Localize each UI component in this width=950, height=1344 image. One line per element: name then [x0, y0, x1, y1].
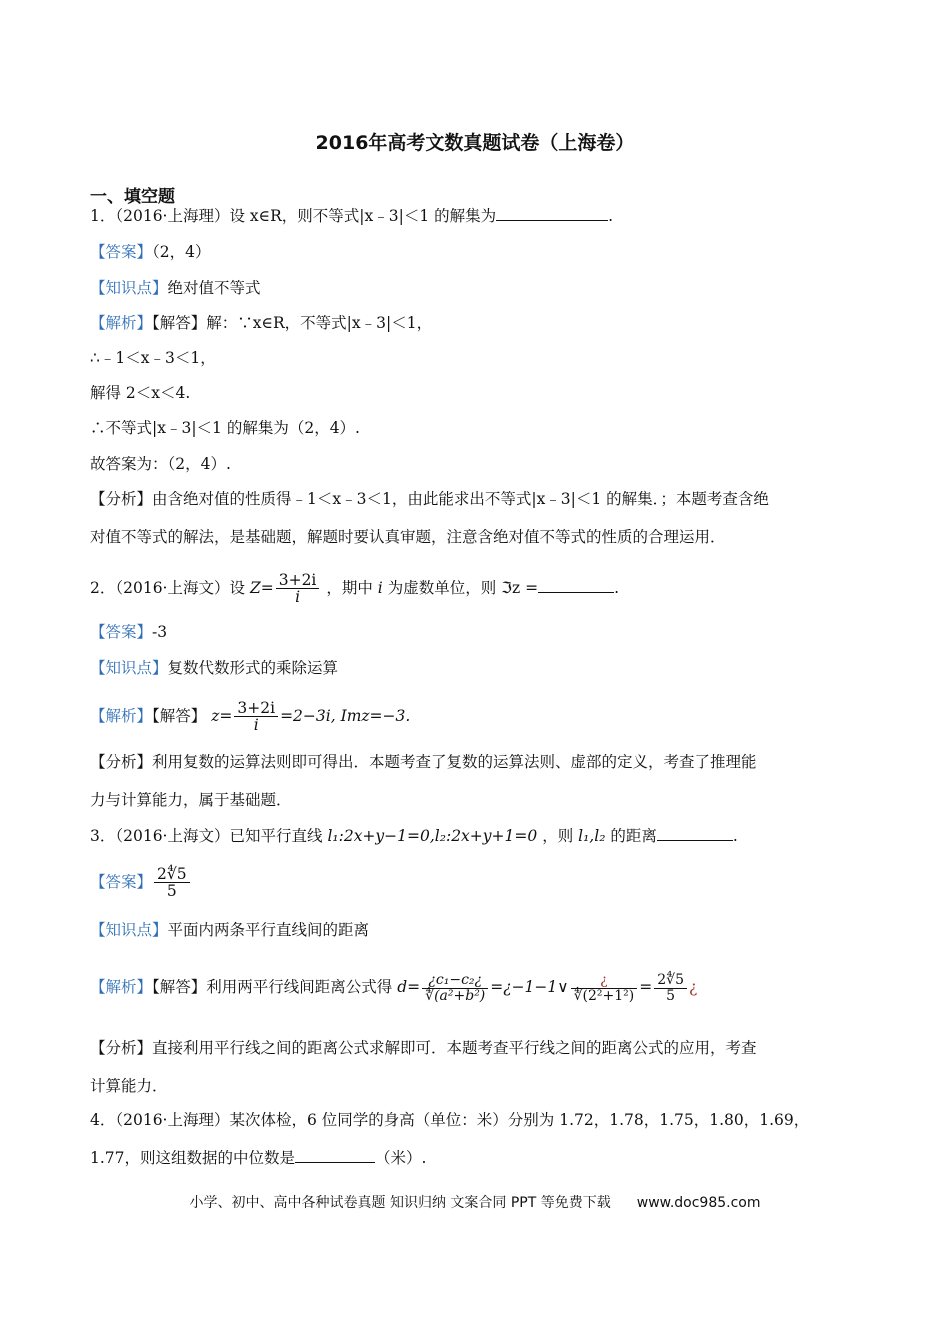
q1-fenxi: 【分析】由含绝对值的性质得﹣1＜x﹣3＜1，由此能求出不等式|x﹣3|＜1 的解集．；本题考查含绝	[90, 490, 769, 508]
q4-stem-cont: 1.77，则这组数据的中位数是 （米）.	[90, 1146, 426, 1169]
q1-solution-line: ∴﹣1＜x﹣3＜1，	[90, 349, 216, 367]
page-title: 2016年高考文数真题试卷（上海卷）	[315, 132, 635, 154]
q1-solution-line: 故答案为：（2，4）.	[90, 455, 231, 473]
q2-knowledge: 【知识点】复数代数形式的乘除运算	[90, 659, 339, 677]
q3-fenxi-cont: 计算能力．	[90, 1077, 168, 1095]
q1-fenxi-cont: 对值不等式的解法，是基础题，解题时要认真审题，注意含绝对值不等式的性质的合理运用．	[90, 528, 726, 546]
q2-fraction: $\frac{3+2i}{i}$	[276, 572, 320, 606]
q2-fenxi: 【分析】利用复数的运算法则即可得出．本题考查了复数的运算法则、虚部的定义，考查了推理能	[90, 753, 757, 771]
page-footer: 小学、初中、高中各种试卷真题 知识归纳 文案合同 PPT 等免费下载 www.doc985.com	[189, 1195, 761, 1211]
q2-solution-fraction: $\frac{3+2i}{i}$	[234, 700, 278, 734]
q1-solution-line: 解得 2＜x＜4.	[90, 384, 191, 402]
q2-fenxi-cont: 力与计算能力，属于基础题．	[90, 791, 292, 809]
q1-stem: 1．（2016·上海理）设 x∈R，则不等式|x﹣3|＜1 的解集为 .	[90, 204, 613, 227]
q4-stem: 4．（2016·上海理）某次体检，6 位同学的身高（单位：米）分别为 1.72，1.78，1.75，1.80，1.69，	[90, 1111, 810, 1129]
q2-solution: 【解析】【解答】 z= $\frac{3+2i}{i}$ =2−3i, Imz=−3.	[90, 699, 411, 735]
q3-answer: 【答案】 $\frac{2∜5}{5}$	[90, 866, 192, 900]
q1-knowledge: 【知识点】绝对值不等式	[90, 279, 261, 297]
q3-knowledge: 【知识点】平面内两条平行直线间的距离	[90, 921, 370, 939]
answer-blank	[496, 204, 608, 221]
q1-answer: 【答案】（2，4）	[90, 243, 211, 261]
section-heading: 一、填空题	[90, 187, 175, 207]
answer-blank	[657, 824, 733, 841]
q2-stem: 2．（2016·上海文）设 Z= $\frac{3+2i}{i}$ ，期中 i 为虚数单位，则 ℑz = .	[90, 571, 619, 607]
answer-blank	[295, 1146, 375, 1163]
q3-solution: 【解析】【解答】利用两平行线间距离公式得 d= $\frac{\text{¿c₁−c₂¿}}{\text{∜(a²+b²)}}$ =¿−1−1∨ $\frac{¿}{\text{∜(2²+1²)}}$ = $\frac{2∜5}{5}$ ¿	[90, 972, 698, 1004]
q3-result-fraction: $\frac{2∜5}{5}$	[654, 973, 687, 1003]
answer-blank	[538, 576, 614, 593]
q1-solution: 【解析】【解答】解：∵x∈R，不等式|x﹣3|＜1，	[90, 314, 433, 332]
q3-value-fraction: $\frac{¿}{\text{∜(2²+1²)}}$	[571, 973, 638, 1003]
q1-solution-line: ∴不等式|x﹣3|＜1 的解集为（2，4）.	[90, 419, 360, 437]
q3-answer-fraction: $\frac{2∜5}{5}$	[154, 866, 190, 900]
footer-url[interactable]: www.doc985.com	[636, 1195, 761, 1211]
q3-stem: 3．（2016·上海文）已知平行直线 l₁:2x+y−1=0,l₂:2x+y+1=0 ，则 l₁,l₂ 的距离 .	[90, 824, 738, 847]
q2-answer: 【答案】-3	[90, 623, 168, 641]
q3-fenxi: 【分析】直接利用平行线之间的距离公式求解即可．本题考查平行线之间的距离公式的应用，考查	[90, 1039, 757, 1057]
q3-distance-fraction: $\frac{\text{¿c₁−c₂¿}}{\text{∜(a²+b²)}}$	[422, 973, 488, 1003]
